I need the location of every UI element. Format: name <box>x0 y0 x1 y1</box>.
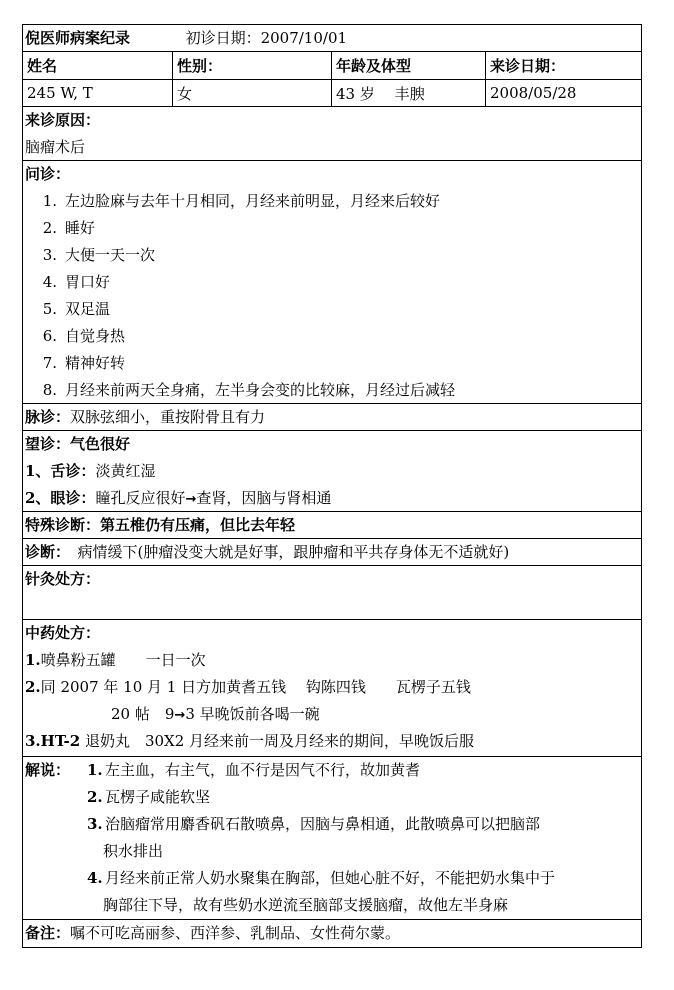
visit-date-value: 2008/05/28 <box>490 84 577 102</box>
herbal-section <box>23 620 641 757</box>
list-item: 7. 精神好转 <box>42 354 126 372</box>
name-label: 姓名 <box>23 52 173 79</box>
diagnosis-label: 诊断： <box>25 543 63 561</box>
eye-label: 2、眼诊： <box>25 489 96 507</box>
explain-label: 解说： <box>25 761 71 779</box>
record-title: 倪医师病案纪录 <box>25 29 131 47</box>
diagnosis-text: 病情缓下(肿瘤没变大就是好事，跟肿瘤和平共存身体无不适就好) <box>62 543 510 561</box>
visit-date-label: 来诊日期： <box>490 57 566 75</box>
explain-item-4: 4. 月经来前正常人奶水聚集在胸部，但她心脏不好，不能把奶水集中于 <box>87 869 556 887</box>
remark-text: 嘱不可吃高丽参、西洋参、乳制品、女性荷尔蒙。 <box>70 924 401 942</box>
remark-label: 备注： <box>25 924 71 942</box>
acupuncture-label: 针灸处方： <box>25 570 101 588</box>
explain-item-3: 3. 治脑瘤常用麝香矾石散喷鼻，因脑与鼻相通，此散喷鼻可以把脑部 <box>87 815 541 833</box>
pulse-line <box>23 404 641 431</box>
herbal-item-1: 1.喷鼻粉五罐 一日一次 <box>25 651 206 669</box>
reason-text: 脑瘤术后 <box>25 138 86 156</box>
reason-section <box>23 107 641 161</box>
pulse-label: 脉诊： <box>25 408 71 426</box>
list-item: 6. 自觉身热 <box>42 327 126 345</box>
eye-text: 瞳孔反应很好 <box>95 489 186 507</box>
case-record-sheet <box>22 24 642 948</box>
observation-section <box>23 431 641 512</box>
inquiry-section <box>23 161 641 404</box>
herbal-item-2-cont: 20 帖 9→3 早晚饭前各喝一碗 <box>111 705 320 723</box>
info-label-row <box>23 52 641 80</box>
explain-item-2: 2. 瓦楞子咸能软坚 <box>87 788 211 806</box>
list-item: 5. 双足温 <box>42 300 111 318</box>
inquiry-list <box>23 188 641 404</box>
list-item: 2. 睡好 <box>42 219 96 237</box>
tongue-text: 淡黄红湿 <box>95 462 156 480</box>
special-diagnosis: 特殊诊断：第五椎仍有压痛，但比去年轻 <box>25 516 296 534</box>
remark-section <box>23 920 641 947</box>
explanation-section <box>23 757 641 920</box>
first-visit-date: 初诊日期：2007/10/01 <box>185 29 348 47</box>
explain-item-3-cont: 积水排出 <box>103 842 164 860</box>
explain-item-1: 解说： 1. 左主血，右主气，血不行是因气不行，故加黄耆 <box>23 757 641 784</box>
list-item: 3. 大便一天一次 <box>42 246 156 264</box>
pulse-text: 双脉弦细小，重按附骨且有力 <box>70 408 266 426</box>
arrow-right-icon: → <box>185 492 197 507</box>
diagnosis-section <box>23 539 641 566</box>
explain-item-4-cont: 胸部往下导，故有些奶水逆流至脑部支援脑瘤，故他左半身麻 <box>103 896 509 914</box>
eye-text-cont: 查肾，因脑与肾相通 <box>196 489 332 507</box>
herbal-item-3: 3.HT-2 退奶丸 30X2 月经来前一周及月经来的期间，早晚饭后服 <box>25 732 475 750</box>
header-line <box>23 25 641 52</box>
list-item: 1. 左边脸麻与去年十月相同，月经来前明显，月经来后较好 <box>42 192 441 210</box>
inquiry-label: 问诊： <box>25 165 71 183</box>
acupuncture-section <box>23 566 641 620</box>
gender-label: 性别： <box>173 52 332 79</box>
header-row <box>23 25 641 52</box>
eye-line <box>23 485 641 512</box>
age-value: 43 岁 丰腴 <box>332 80 486 106</box>
name-value: 245 W, T <box>23 80 173 106</box>
diagnosis-line <box>23 539 641 566</box>
arrow-right-icon: → <box>174 708 186 723</box>
remark-line <box>23 920 641 947</box>
info-value-row <box>23 80 641 107</box>
tongue-line <box>23 458 641 485</box>
gender-value: 女 <box>173 80 332 106</box>
herbal-item-2: 2.同 2007 年 10 月 1 日方加黄耆五钱 钩陈四钱 瓦楞子五钱 <box>25 678 471 696</box>
observation-label: 望诊：气色很好 <box>25 435 131 453</box>
list-item: 4. 胃口好 <box>42 273 111 291</box>
age-label: 年龄及体型 <box>332 52 486 79</box>
tongue-label: 1、舌诊： <box>25 462 96 480</box>
pulse-section <box>23 404 641 431</box>
herbal-label: 中药处方： <box>25 624 101 642</box>
list-item: 8. 月经来前两天全身痛，左半身会变的比较麻，月经过后减轻 <box>42 381 456 399</box>
reason-label: 来诊原因： <box>25 111 101 129</box>
special-section <box>23 512 641 539</box>
